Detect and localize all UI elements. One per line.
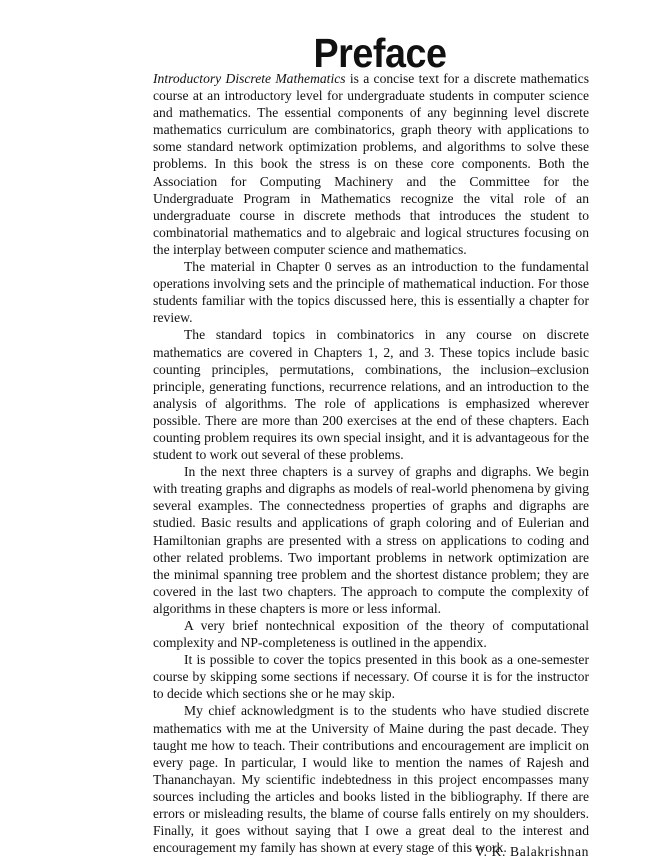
- paragraph-combinatorics: The standard topics in combinatorics in any course on discrete mathematics are covered in Chapters 1, 2, and 3. These topics include basic counting principles, permutations, combinations, the inclusion–exclusion principle, generating functions, recurrence relations, and an introduction to the analysis of algorithms. The role of applications is emphasized wherever possible. There are more than 200 exercises at the end of these chapters. Each counting problem requires its own special insight, and it is advantageous for the student to work out several of these problems.: [153, 327, 589, 463]
- paragraph-intro: [153, 70, 589, 258]
- paragraph-course-usage: It is possible to cover the topics presented in this book as a one-semester course by skipping some sections if necessary. Of course it is for the instructor to decide which sections she or he may skip.: [153, 652, 589, 702]
- paragraph-chapter-zero: The material in Chapter 0 serves as an introduction to the fundamental operations involving sets and the principle of mathematical induction. For those students familiar with the topics discussed here, this is essentially a chapter for review.: [153, 259, 589, 326]
- paragraph-graphs: In the next three chapters is a survey of graphs and digraphs. We begin with treating graphs and digraphs as models of real-world phenomena by giving several examples. The connectedness properties of graphs and digraphs are studied. Basic results and applications of graph coloring and of Eulerian and Hamiltonian graphs are presented with a stress on applications to coding and other related problems. Two important problems in network optimization are the minimal spanning tree problem and the shortest distance problem; they are covered in the last two chapters. The approach to compute the complexity of algorithms in these chapters is more or less informal.: [153, 464, 589, 616]
- paragraph-complexity: A very brief nontechnical exposition of the theory of computational complexity and NP-completeness is outlined in the appendix.: [153, 618, 589, 651]
- paragraph-intro-text: is a concise text for a discrete mathematics course at an introductory level for undergraduate students in computer science and mathematics. The essential components of any beginning level discrete mathematics curriculum are combinatorics, graph theory with applications to some standard network optimization problems, and algorithms to solve these problems. In this book the stress is on these core components. Both the Association for Computing Machinery and the Committee for the Undergraduate Program in Mathematics recognize the vital role of an undergraduate course in discrete methods that introduces the student to combinatorial mathematics and to algebraic and logical structures focusing on the interplay between computer science and mathematics.: [153, 71, 589, 257]
- page-title: Preface: [313, 30, 447, 77]
- book-title: Introductory Discrete Mathematics: [153, 71, 346, 86]
- author-signature: V. K. Balakrishnan: [474, 844, 589, 859]
- paragraph-acknowledgment: My chief acknowledgment is to the students who have studied discrete mathematics with me at the University of Maine during the past decade. They taught me how to teach. Their contributions and encouragement are implicit on every page. In particular, I would like to mention the names of Rajesh and Thananchayan. My scientific indebtedness in this project encompasses many sources including the articles and books listed in the bibliography. If there are errors or misleading results, the blame of course falls entirely on my shoulders. Finally, it goes without saying that I owe a great deal to the interest and encouragement my family has shown at every stage of this work.: [153, 703, 589, 856]
- preface-body: [153, 70, 589, 856]
